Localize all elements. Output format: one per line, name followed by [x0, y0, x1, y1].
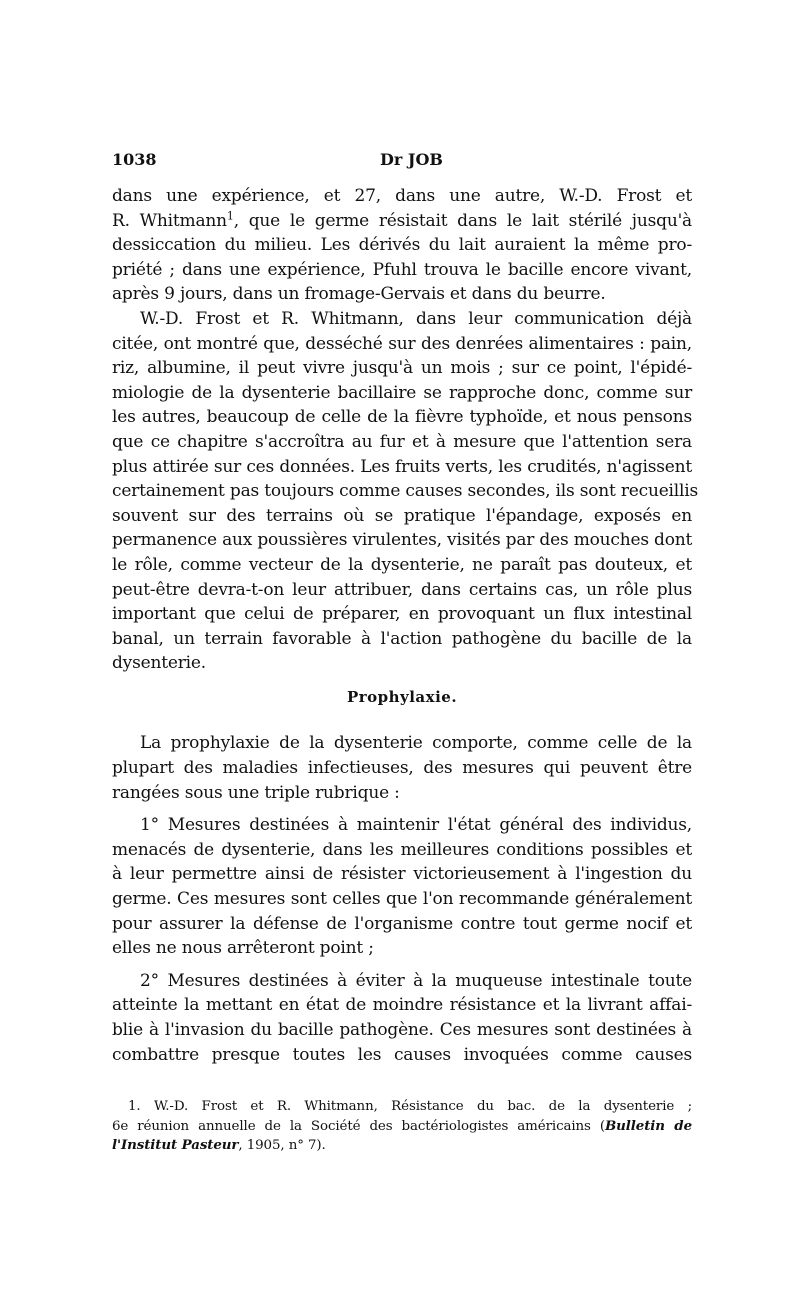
text-line: atteinte la mettant en état de moindre résistance et la livrant affai- — [112, 995, 692, 1016]
text-line: priété ; dans une expérience, Pfuhl trouva le bacille encore vivant, — [112, 259, 692, 280]
book-page — [112, 150, 699, 1156]
text-line: après 9 jours, dans un fromage-Gervais et dans du beurre. — [112, 284, 606, 305]
text-line: dans une expérience, et 27, dans une autre, W.-D. Frost et — [112, 186, 692, 206]
text-line: permanence aux poussières virulentes, visités par des mouches dont — [112, 530, 693, 551]
text-line: germe. Ces mesures sont celles que l'on recommande généralement — [112, 889, 692, 910]
text-line: La prophylaxie de la dysenterie comporte, comme celle de la — [140, 733, 692, 754]
text-line: pour assurer la défense de l'organisme contre tout germe nocif et — [112, 913, 692, 934]
text-line: certainement pas toujours comme causes secondes, ils sont recueillis — [112, 481, 699, 502]
text-line: citée, ont montré que, desséché sur des denrées alimentaires : pain, — [112, 333, 692, 354]
text-line: dysenterie. — [112, 653, 206, 674]
footnote — [112, 1097, 692, 1156]
footnote-line — [112, 1117, 692, 1137]
paragraph — [112, 969, 692, 1067]
text-line: à leur permettre ainsi de résister victorieusement à l'ingestion du — [112, 864, 692, 885]
running-title: Dr JOB — [380, 150, 443, 169]
text-line: riz, albumine, il peut vivre jusqu'à un mois ; sur ce point, l'épidé- — [112, 358, 692, 379]
footnote-text: 6e réunion annuelle de la Société des bactériologistes américains ( — [112, 1118, 605, 1134]
text-line — [112, 209, 692, 234]
text-line: miologie de la dysenterie bacillaire se rapproche donc, comme sur — [112, 382, 692, 403]
text-line: rangées sous une triple rubrique : — [112, 782, 400, 803]
text-line: combattre presque toutes les causes invoquées comme causes — [112, 1044, 692, 1065]
text-line: plupart des maladies infectieuses, des mesures qui peuvent être — [112, 758, 692, 779]
text-line: 1° Mesures destinées à maintenir l'état général des individus, — [140, 815, 692, 836]
paragraph — [112, 731, 692, 805]
text-line: W.-D. Frost et R. Whitmann, dans leur communication déjà — [140, 308, 692, 329]
section-title: Prophylaxie. — [346, 687, 458, 706]
paragraph — [112, 307, 699, 676]
text-line: plus attirée sur ces données. Les fruits verts, les crudités, n'agissent — [112, 456, 692, 477]
running-head — [112, 150, 692, 174]
text-line: blie à l'invasion du bacille pathogène. Ces mesures sont destinées à — [112, 1020, 692, 1040]
footnote-reference: 1 — [226, 208, 234, 222]
text-line: que ce chapitre s'accroîtra au fur et à mesure que l'attention sera — [112, 431, 692, 452]
paragraph — [112, 184, 692, 307]
journal-title: l'Institut Pasteur — [112, 1137, 239, 1154]
page-number: 1038 — [112, 150, 157, 169]
text-fragment: , que le germe résistait dans le lait stérilé jusqu'à — [233, 210, 692, 231]
footnote-line: 1. W.-D. Frost et R. Whitmann, Résistance du bac. de la dysenterie ; — [128, 1099, 692, 1115]
text-line: menacés de dysenterie, dans les meilleures conditions possibles et — [112, 839, 692, 860]
text-line: peut-être devra-t-on leur attribuer, dans certains cas, un rôle plus — [112, 579, 692, 600]
text-line: important que celui de préparer, en provoquant un flux intestinal — [112, 604, 692, 625]
text-line: les autres, beaucoup de celle de la fièvre typhoïde, et nous pensons — [112, 407, 692, 428]
body-text — [112, 184, 699, 1067]
footnote-text: , 1905, n° 7). — [238, 1138, 326, 1154]
text-line: banal, un terrain favorable à l'action pathogène du bacille de la — [112, 628, 692, 649]
text-line: le rôle, comme vecteur de la dysenterie, ne paraît pas douteux, et — [112, 554, 692, 575]
footnote-line — [112, 1136, 692, 1156]
text-line: dessiccation du milieu. Les dérivés du lait auraient la même pro- — [112, 235, 692, 256]
text-line: 2° Mesures destinées à éviter à la muqueuse intestinale toute — [140, 970, 692, 991]
text-line: souvent sur des terrains où se pratique l'épandage, exposés en — [112, 505, 692, 526]
text-fragment: R. Whitmann — [112, 210, 227, 231]
journal-title: Bulletin de — [604, 1117, 692, 1134]
text-line: elles ne nous arrêteront point ; — [112, 938, 374, 959]
paragraph — [112, 813, 692, 961]
